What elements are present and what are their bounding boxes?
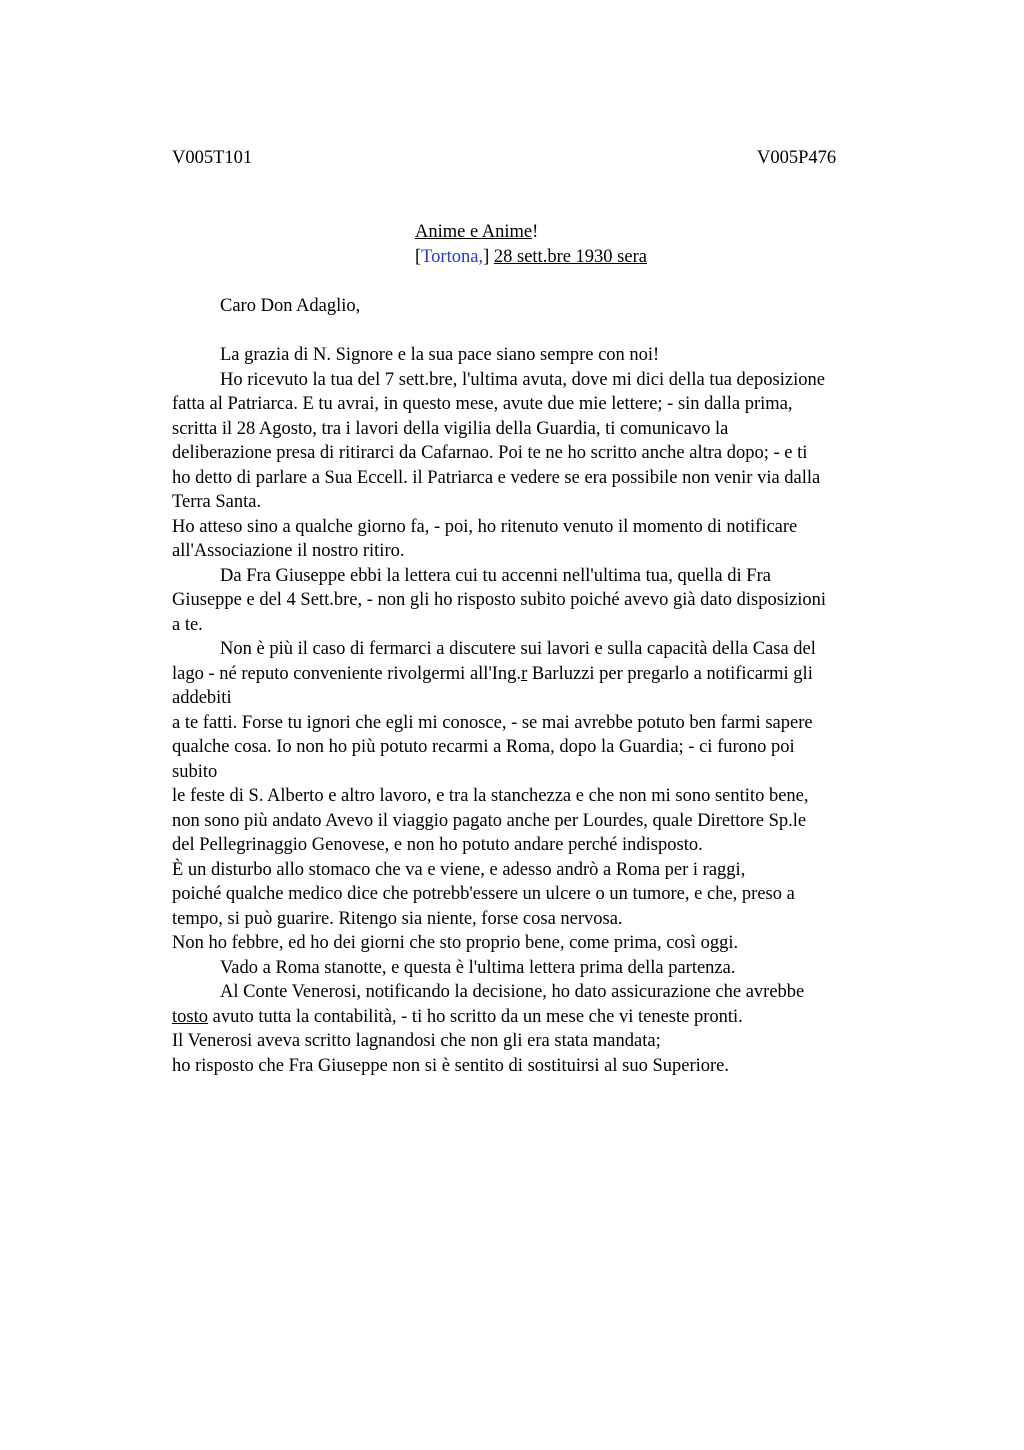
letter-line	[172, 662, 912, 687]
letter-title	[415, 220, 647, 245]
underlined-word: r	[521, 663, 528, 684]
letter-line: a te.	[172, 614, 203, 635]
letter-line: La grazia di N. Signore e la sua pace siano sempre con noi!	[220, 345, 660, 365]
letter-date: 28 sett.bre 1930 sera	[493, 246, 647, 267]
title-text: Anime e Anime	[415, 222, 533, 242]
letter-line: ho detto di parlare a Sua Eccell. il Patriarca e vedere se era possibile non venir via dalla	[172, 467, 821, 488]
letter-line: all'Associazione il nostro ritiro.	[172, 541, 405, 561]
letter-line: del Pellegrinaggio Genovese, e non ho potuto andare perché indisposto.	[172, 835, 703, 855]
letter-line: Da Fra Giuseppe ebbi la lettera cui tu accenni nell'ultima tua, quella di Fra	[220, 565, 771, 586]
line-text-after: Barluzzi per pregarlo a notificarmi gli	[527, 663, 813, 684]
letter-body	[172, 343, 912, 1078]
title-exclaim: !	[532, 222, 539, 242]
letter-line: le feste di S. Alberto e altro lavoro, e tra la stanchezza e che non mi sono sentito bene,	[172, 786, 809, 806]
letter-line: ho risposto che Fra Giuseppe non si è sentito di sostituirsi al suo Superiore.	[172, 1055, 729, 1076]
salutation: Caro Don Adaglio,	[220, 296, 361, 316]
letter-line: Ho ricevuto la tua del 7 sett.bre, l'ultima avuta, dove mi dici della tua deposizione	[220, 369, 825, 390]
letter-line: È un disturbo allo stomaco che va e viene, e adesso andrò a Roma per i raggi,	[172, 859, 746, 880]
letter-line: Giuseppe e del 4 Sett.bre, - non gli ho risposto subito poiché avevo già dato disposizioni	[172, 590, 827, 610]
letter-line: addebiti	[172, 688, 232, 708]
letter-line: non sono più andato Avevo il viaggio pagato anche per Lourdes, quale Direttore Sp.le	[172, 810, 807, 831]
letter-line: Non ho febbre, ed ho dei giorni che sto proprio bene, come prima, così oggi.	[172, 933, 739, 953]
letter-heading	[415, 220, 647, 269]
letter-line: tempo, si può guarire. Ritengo sia niente, forse cosa nervosa.	[172, 908, 623, 929]
letter-line: Vado a Roma stanotte, e questa è l'ultima lettera prima della partenza.	[220, 957, 736, 978]
letter-line: Non è più il caso di fermarci a discutere sui lavori e sulla capacità della Casa del	[220, 639, 816, 659]
letter-line: scritta il 28 Agosto, tra i lavori della vigilia della Guardia, ti comunicavo la	[172, 418, 729, 439]
letter-line: a te fatti. Forse tu ignori che egli mi conosce, - se mai avrebbe potuto ben farmi sapere	[172, 712, 813, 733]
place-name: Tortona,	[421, 246, 484, 267]
letter-line: subito	[172, 761, 218, 782]
letter-line: poiché qualche medico dice che potrebb'essere un ulcere o un tumore, e che, preso a	[172, 884, 795, 904]
letter-line: deliberazione presa di ritirarci da Cafarnao. Poi te ne ho scritto anche altra dopo; - e ti	[172, 443, 808, 463]
underlined-word: tosto	[172, 1006, 208, 1027]
letter-line: fatta al Patriarca. E tu avrai, in questo mese, avute due mie lettere; - sin dalla prima,	[172, 394, 793, 414]
letter-line: Ho atteso sino a qualche giorno fa, - poi, ho ritenuto venuto il momento di notificare	[172, 516, 798, 537]
letter-line: Il Venerosi aveva scritto lagnandosi che non gli era stata mandata;	[172, 1031, 661, 1051]
line-text-before: lago - né reputo conveniente rivolgermi all'Ing.	[172, 663, 522, 684]
volume-code-left: V005T101	[172, 148, 253, 168]
letter-line: Terra Santa.	[172, 492, 262, 512]
letter-line: Al Conte Venerosi, notificando la decisione, ho dato assicurazione che avrebbe	[220, 982, 805, 1002]
letter-line: qualche cosa. Io non ho più potuto recarmi a Roma, dopo la Guardia; - ci furono poi	[172, 737, 795, 757]
place-close-bracket: ]	[483, 246, 490, 267]
place-open-bracket: [	[415, 246, 422, 267]
letter-date-line	[415, 245, 647, 270]
line-text-after: avuto tutta la contabilità, - ti ho scritto da un mese che vi teneste pronti.	[207, 1006, 743, 1027]
letter-line	[172, 1005, 912, 1030]
page-code-right: V005P476	[757, 148, 837, 168]
